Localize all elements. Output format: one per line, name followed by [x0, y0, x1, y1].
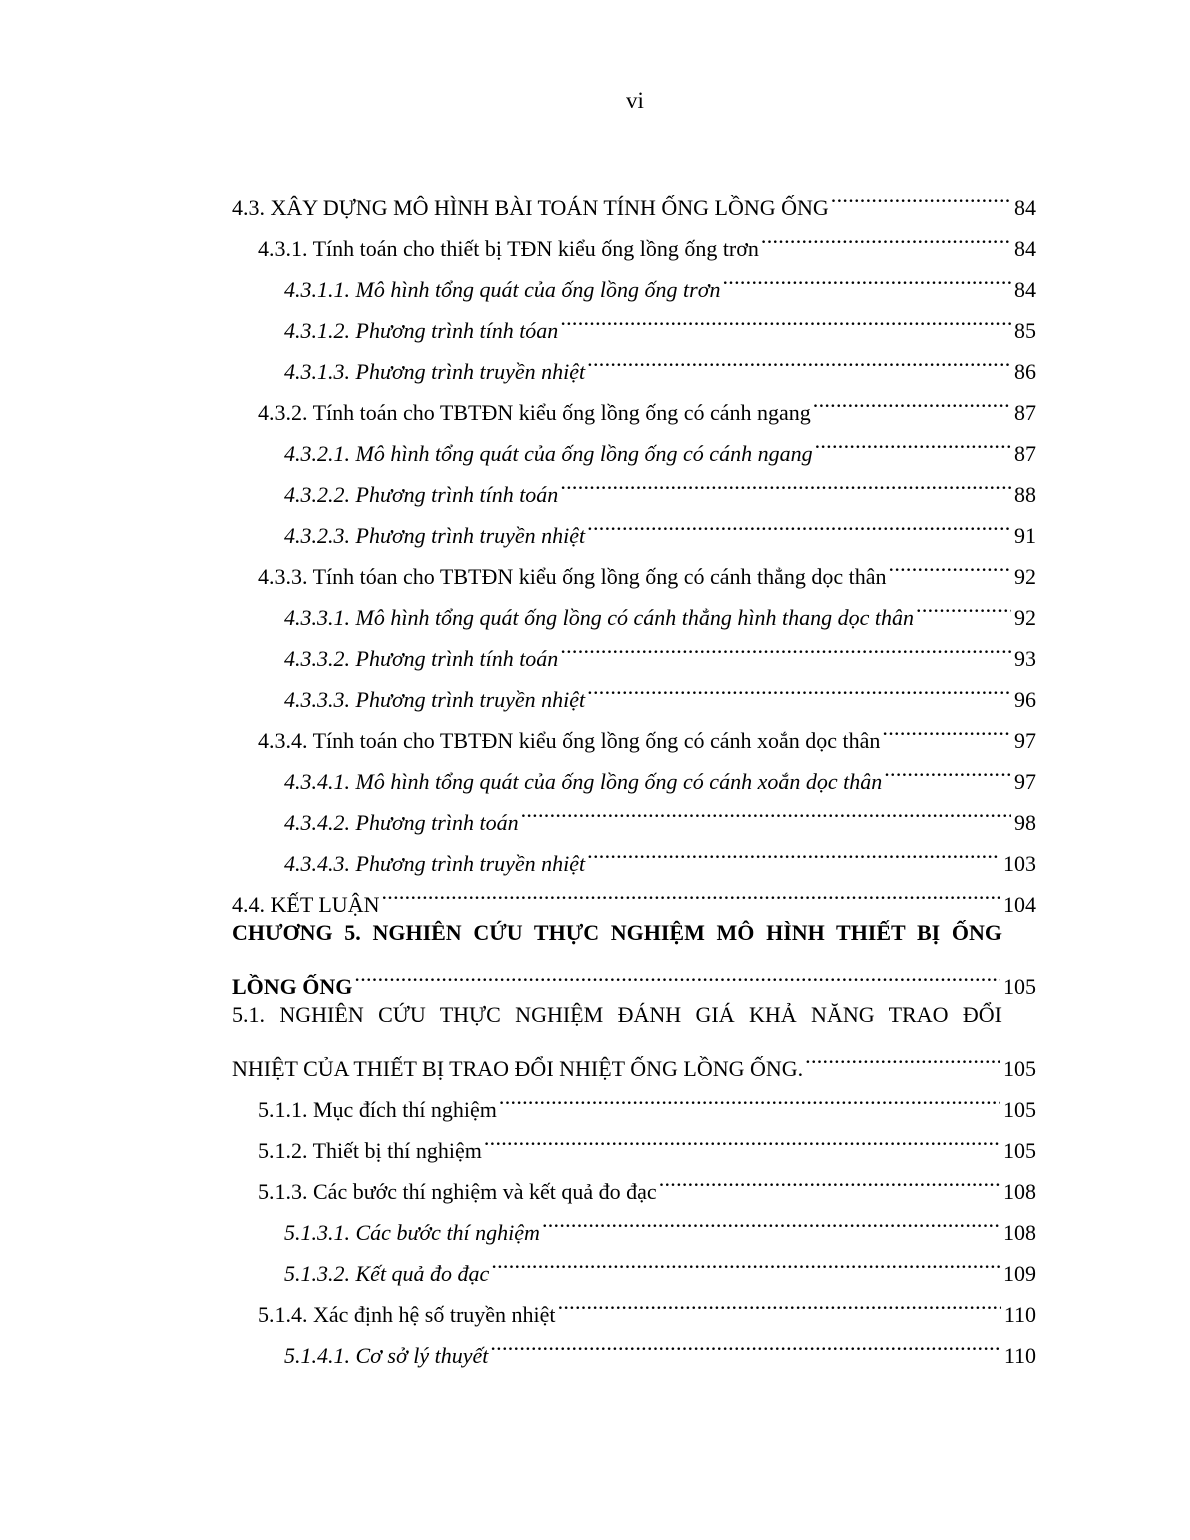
toc-entry-label: 4.3.2.3. Phương trình truyền nhiệt — [284, 523, 586, 548]
dot-leader — [916, 584, 1011, 625]
toc-entry-label: 4.3.1. Tính toán cho thiết bị TĐN kiểu ống lồng ống trơn — [258, 236, 759, 261]
toc-entry-label: NHIỆT CỦA THIẾT BỊ TRAO ĐỔI NHIỆT ỐNG LỒNG ỐNG. — [232, 1056, 804, 1081]
toc-entry-page: 105 — [1003, 974, 1036, 999]
toc-entry-page: 105 — [1003, 1056, 1036, 1081]
toc-entry-label: 4.3.4. Tính toán cho TBTĐN kiểu ống lồng ống có cánh xoắn dọc thân — [258, 728, 881, 753]
toc-entry-page: 108 — [1003, 1179, 1036, 1204]
dot-leader — [381, 871, 1000, 912]
toc-entry-page: 84 — [1014, 277, 1036, 302]
dot-leader — [761, 215, 1011, 256]
dot-leader — [722, 256, 1011, 297]
toc-entry-label: CHƯƠNG 5. NGHIÊN CỨU THỰC NGHIỆM MÔ HÌNH THIẾT BỊ ỐNG — [232, 920, 1002, 945]
toc-entry-page: 96 — [1014, 687, 1036, 712]
toc-entry-label: 4.3.3.2. Phương trình tính toán — [284, 646, 559, 671]
toc-entry-page: 84 — [1014, 236, 1036, 261]
dot-leader — [659, 1158, 1000, 1199]
toc-entry-label: 5.1.3. Các bước thí nghiệm và kết quả đo đạc — [258, 1179, 657, 1204]
dot-leader — [587, 338, 1011, 379]
toc-entry-label: 5.1.3.1. Các bước thí nghiệm — [284, 1220, 540, 1245]
toc-entry-label: 4.4. KẾT LUẬN — [232, 892, 380, 917]
toc-entry-page: 105 — [1003, 1097, 1036, 1122]
toc-entry-label: 4.3.3.1. Mô hình tổng quát ống lồng có cánh thẳng hình thang dọc thân — [284, 605, 915, 630]
toc-entry-label: 4.3. XÂY DỰNG MÔ HÌNH BÀI TOÁN TÍNH ỐNG LỒNG ỐNG — [232, 195, 829, 220]
toc-entry-page: 105 — [1003, 1138, 1036, 1163]
dot-leader — [542, 1199, 1000, 1240]
toc-entry-label: 4.3.2. Tính toán cho TBTĐN kiểu ống lồng ống có cánh ngang — [258, 400, 811, 425]
toc-entry-page: 92 — [1014, 564, 1036, 589]
toc-entry-label: 4.3.4.3. Phương trình truyền nhiệt — [284, 851, 586, 876]
toc-entry-label: 4.3.1.1. Mô hình tổng quát của ống lồng ống trơn — [284, 277, 721, 302]
toc-entry-5-1[interactable] — [232, 994, 1036, 1081]
toc-entry-label: 4.3.2.1. Mô hình tổng quát của ống lồng ống có cánh ngang — [284, 441, 813, 466]
dot-leader — [560, 461, 1011, 502]
dot-leader — [884, 748, 1011, 789]
toc-entry-label: 4.3.1.2. Phương trình tính tóan — [284, 318, 559, 343]
toc-entry-page: 97 — [1014, 769, 1036, 794]
toc-entry-page: 92 — [1014, 605, 1036, 630]
dot-leader — [587, 666, 1011, 707]
toc-entry-page: 103 — [1003, 851, 1036, 876]
toc-entry-label: 5.1.2. Thiết bị thí nghiệm — [258, 1138, 482, 1163]
toc-entry-label: 5.1.4.1. Cơ sở lý thuyết — [284, 1343, 489, 1368]
dot-leader — [560, 625, 1011, 666]
dot-leader — [521, 789, 1011, 830]
table-of-contents — [232, 174, 1036, 1368]
toc-entry-page: 110 — [1003, 1343, 1036, 1368]
toc-entry-label: 5.1.4. Xác định hệ số truyền nhiệt — [258, 1302, 556, 1327]
toc-entry[interactable] — [232, 174, 1036, 220]
dot-leader — [560, 297, 1011, 338]
dot-leader — [587, 502, 1011, 543]
dot-leader — [499, 1076, 1000, 1117]
toc-entry-page: 91 — [1014, 523, 1036, 548]
toc-entry-label: 5.1.1. Mục đích thí nghiệm — [258, 1097, 497, 1122]
toc-entry-label: 4.3.3.3. Phương trình truyền nhiệt — [284, 687, 586, 712]
toc-entry-page: 86 — [1014, 359, 1036, 384]
toc-entry-page: 87 — [1014, 441, 1036, 466]
dot-leader — [805, 1035, 1000, 1076]
toc-entry-page: 93 — [1014, 646, 1036, 671]
page-number: vi — [626, 88, 644, 113]
toc-entry-label: 4.3.3. Tính tóan cho TBTĐN kiểu ống lồng ống có cánh thẳng dọc thân — [258, 564, 887, 589]
toc-entry-label: LỒNG ỐNG — [232, 974, 353, 999]
dot-leader — [484, 1117, 1000, 1158]
toc-entry-page: 97 — [1014, 728, 1036, 753]
toc-entry-label: 4.3.4.1. Mô hình tổng quát của ống lồng ống có cánh xoắn dọc thân — [284, 769, 883, 794]
dot-leader — [831, 174, 1011, 215]
dot-leader — [558, 1281, 1001, 1322]
toc-entry-page: 85 — [1014, 318, 1036, 343]
toc-entry-page: 110 — [1003, 1302, 1036, 1327]
dot-leader — [354, 953, 1000, 994]
toc-entry-page: 109 — [1003, 1261, 1036, 1286]
toc-entry-page: 104 — [1003, 892, 1036, 917]
toc-entry-page: 108 — [1003, 1220, 1036, 1245]
toc-entry-page: 98 — [1014, 810, 1036, 835]
dot-leader — [491, 1240, 1000, 1281]
toc-entry-label: 4.3.2.2. Phương trình tính toán — [284, 482, 559, 507]
toc-entry-label: 4.3.1.3. Phương trình truyền nhiệt — [284, 359, 586, 384]
dot-leader — [889, 543, 1011, 584]
dot-leader — [587, 830, 1000, 871]
toc-entry-page: 87 — [1014, 400, 1036, 425]
toc-entry-label: 4.3.4.2. Phương trình toán — [284, 810, 519, 835]
dot-leader — [490, 1322, 1000, 1363]
dot-leader — [815, 420, 1011, 461]
toc-entry-page: 84 — [1014, 195, 1036, 220]
toc-entry-page: 88 — [1014, 482, 1036, 507]
dot-leader — [813, 379, 1011, 420]
dot-leader — [882, 707, 1011, 748]
toc-entry-label: 5.1. NGHIÊN CỨU THỰC NGHIỆM ĐÁNH GIÁ KHẢ NĂNG TRAO ĐỔI — [232, 1002, 1002, 1027]
toc-entry-chapter-5[interactable] — [232, 912, 1036, 999]
toc-entry-label: 5.1.3.2. Kết quả đo đạc — [284, 1261, 490, 1286]
